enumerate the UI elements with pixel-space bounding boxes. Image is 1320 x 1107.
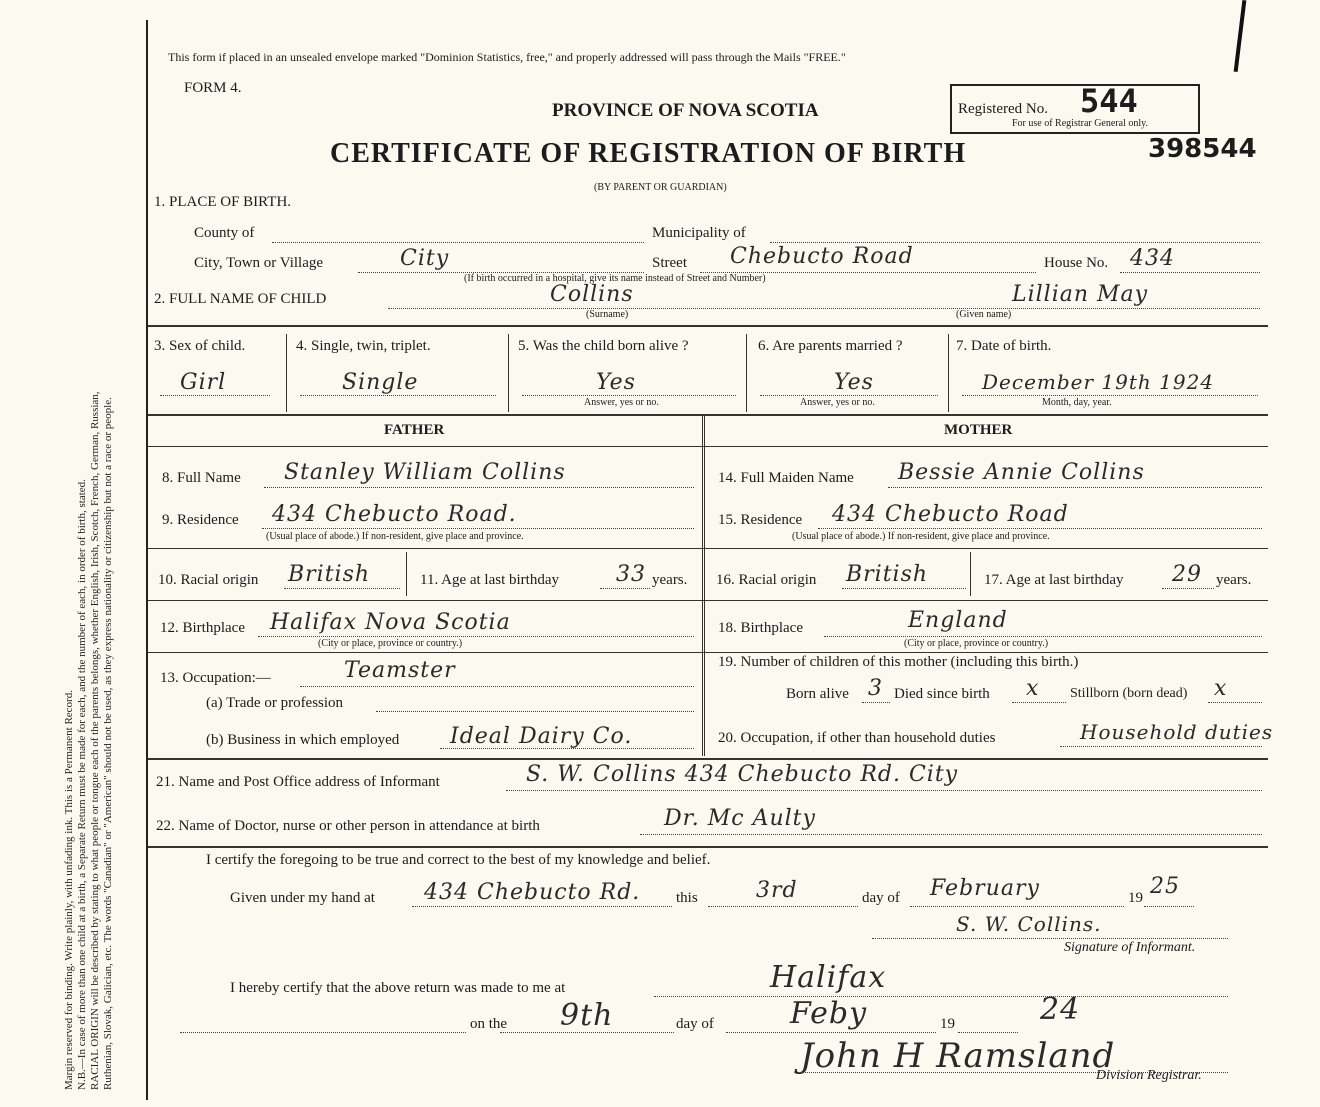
mother-racial-line: [842, 588, 966, 589]
rule-row-3: [148, 325, 1268, 327]
born-alive-line: [862, 702, 890, 703]
sex-line: [160, 395, 270, 396]
form-number: FORM 4.: [184, 80, 242, 96]
mother-occupation-line: [1060, 746, 1262, 747]
sidebar-line-1: Margin reserved for binding. Write plainly, with unfading ink. This is a Permanent Record.: [63, 690, 75, 1090]
alive-note: Answer, yes or no.: [584, 397, 659, 408]
mother-birthplace-label: 18. Birthplace: [718, 620, 803, 636]
rule-row-21: [148, 758, 1268, 760]
father-occupation-label: 13. Occupation:—: [160, 670, 271, 686]
registrar-month-line: [726, 1032, 936, 1033]
registered-label: Registered No.: [958, 101, 1048, 117]
mother-residence-label: 15. Residence: [718, 512, 803, 528]
parents-divider: [702, 416, 705, 756]
on-the-label: on the: [470, 1016, 508, 1032]
given-name-value: Lillian May: [1012, 282, 1149, 307]
mother-abode-note: (Usual place of abode.) If non-resident, give place and province.: [792, 531, 1050, 542]
father-age-value: 33: [616, 562, 646, 587]
registrar-day-value: 9th: [560, 998, 614, 1033]
father-name-line: [264, 487, 694, 488]
child-name-line: [388, 308, 1260, 309]
certificate-subtitle: (BY PARENT OR GUARDIAN): [594, 182, 727, 193]
doctor-value: Dr. Mc Aulty: [664, 806, 816, 831]
registrar-label: Division Registrar.: [1096, 1068, 1202, 1083]
divider-4-5: [508, 334, 509, 412]
sex-label: 3. Sex of child.: [154, 338, 246, 354]
informant-label: 21. Name and Post Office address of Informant: [156, 774, 440, 790]
died-line: [1012, 702, 1066, 703]
child-name-label: 2. FULL NAME OF CHILD: [154, 291, 327, 307]
registrar-year-value: 24: [1040, 992, 1081, 1027]
father-name-value: Stanley William Collins: [284, 460, 566, 485]
stamp-number: 398544: [1148, 134, 1257, 164]
ink-mark: [1234, 0, 1247, 72]
doctor-label: 22. Name of Doctor, nurse or other person in attendance at birth: [156, 818, 540, 834]
married-value: Yes: [834, 370, 874, 395]
rule-row-10: [148, 548, 1268, 549]
died-label: Died since birth: [894, 686, 990, 702]
dob-value: December 19th 1924: [982, 370, 1215, 394]
father-residence-label: 9. Residence: [162, 512, 239, 528]
surname-note: (Surname): [586, 309, 629, 320]
hospital-note: (If birth occurred in a hospital, give its name instead of Street and Number): [464, 273, 766, 284]
given-under-label: Given under my hand at: [230, 890, 375, 906]
street-label: Street: [652, 255, 687, 271]
divider-5-6: [746, 334, 747, 412]
alive-label: 5. Was the child born alive ?: [518, 338, 689, 354]
dob-line: [962, 395, 1258, 396]
father-birthplace-value: Halifax Nova Scotia: [270, 610, 511, 635]
given-place-line: [412, 906, 672, 907]
given-day-line: [708, 906, 858, 907]
father-birthplace-line: [258, 636, 694, 637]
dob-note: Month, day, year.: [1042, 397, 1112, 408]
died-value: x: [1026, 676, 1040, 701]
sidebar-line-4: Ruthenian, Slovak, Galician, etc. The words "Canadian" or "American" should not be used, as they express nationality or citizenship but not a race or people.: [102, 397, 114, 1090]
divider-3-4: [286, 334, 287, 412]
stillborn-label: Stillborn (born dead): [1070, 686, 1188, 701]
married-note: Answer, yes or no.: [800, 397, 875, 408]
divider-6-7: [948, 334, 949, 412]
sidebar-line-2: N.B.—In case of more than one child at a birth, a Separate Return must be made for each, and the number of each, in order of birth, stated.: [76, 479, 88, 1090]
stillborn-value: x: [1214, 676, 1228, 701]
given-name-note: (Given name): [956, 309, 1012, 320]
given-day-value: 3rd: [756, 878, 798, 903]
children-label: 19. Number of children of this mother (including this birth.): [718, 654, 1079, 670]
born-alive-label: Born alive: [786, 686, 849, 702]
rule-certify: [148, 846, 1268, 848]
father-residence-value: 434 Chebucto Road.: [272, 502, 517, 527]
place-of-birth-heading: 1. PLACE OF BIRTH.: [154, 194, 292, 210]
mother-racial-value: British: [846, 562, 929, 587]
rule-heads: [148, 446, 1268, 447]
mother-birthplace-line: [824, 636, 1262, 637]
day-of-label: day of: [862, 890, 900, 906]
registrar-place-line: [654, 996, 1228, 997]
mother-age-label: 17. Age at last birthday: [984, 572, 1124, 588]
mother-age-line: [1162, 588, 1214, 589]
registrar-place-value: Halifax: [770, 960, 887, 995]
county-line: [272, 242, 644, 243]
given-month-line: [910, 906, 1124, 907]
married-line: [760, 395, 938, 396]
rule-row-12: [148, 600, 1268, 601]
registrar-year-prefix: 19: [940, 1016, 955, 1032]
street-value: Chebucto Road: [730, 244, 914, 269]
doctor-line: [640, 834, 1262, 835]
city-value: City: [400, 246, 450, 271]
father-occupation-line: [300, 686, 694, 687]
dob-label: 7. Date of birth.: [956, 338, 1052, 354]
mother-racial-label: 16. Racial origin: [716, 572, 817, 588]
plurality-line: [300, 395, 496, 396]
municipality-label: Municipality of: [652, 225, 746, 241]
mother-name-label: 14. Full Maiden Name: [718, 470, 854, 486]
registrar-signature: John H Ramsland: [800, 1036, 1116, 1076]
house-value: 434: [1130, 246, 1175, 271]
registrar-statement: I hereby certify that the above return was made to me at: [230, 980, 566, 996]
sex-value: Girl: [180, 370, 227, 395]
city-label: City, Town or Village: [194, 255, 324, 271]
house-label: House No.: [1044, 255, 1109, 271]
father-years-label: years.: [652, 572, 688, 588]
mother-heading: MOTHER: [944, 422, 1013, 438]
father-racial-line: [284, 588, 400, 589]
alive-line: [522, 395, 736, 396]
informant-signature: S. W. Collins.: [956, 912, 1102, 936]
married-label: 6. Are parents married ?: [758, 338, 903, 354]
mother-racial-divider: [970, 552, 971, 596]
mother-name-value: Bessie Annie Collins: [898, 460, 1145, 485]
mother-residence-value: 434 Chebucto Road: [832, 502, 1069, 527]
informant-line: [506, 790, 1262, 791]
father-racial-label: 10. Racial origin: [158, 572, 259, 588]
county-label: County of: [194, 225, 255, 241]
business-value: Ideal Dairy Co.: [450, 724, 633, 749]
signature-line: [872, 938, 1228, 939]
trade-label: (a) Trade or profession: [206, 695, 344, 711]
stillborn-line: [1208, 702, 1262, 703]
mother-name-line: [888, 487, 1262, 488]
father-racial-divider: [406, 552, 407, 596]
given-year-line: [1144, 906, 1194, 907]
binding-margin-line: [146, 20, 148, 1100]
business-label: (b) Business in which employed: [206, 732, 400, 748]
alive-value: Yes: [596, 370, 636, 395]
mother-age-value: 29: [1172, 562, 1202, 587]
father-age-label: 11. Age at last birthday: [420, 572, 559, 588]
father-name-label: 8. Full Name: [162, 470, 241, 486]
father-residence-line: [262, 528, 694, 529]
house-line: [1120, 272, 1260, 273]
registered-number: 544: [1080, 82, 1138, 120]
province-heading: PROVINCE OF NOVA SCOTIA: [552, 100, 819, 121]
mother-residence-line: [818, 528, 1262, 529]
binding-margin-notes: [62, 391, 114, 1090]
mother-birthplace-note: (City or place, province or country.): [904, 638, 1049, 649]
this-label: this: [676, 890, 698, 906]
given-year-value: 25: [1150, 874, 1180, 899]
father-abode-note: (Usual place of abode.) If non-resident, give place and province.: [266, 531, 524, 542]
mother-birthplace-value: England: [908, 608, 1008, 633]
signature-label: Signature of Informant.: [1064, 940, 1196, 955]
mother-occupation-value: Household duties: [1080, 720, 1274, 744]
informant-value: S. W. Collins 434 Chebucto Rd. City: [526, 762, 959, 787]
father-birthplace-note: (City or place, province or country.): [318, 638, 463, 649]
registrar-year-line: [958, 1032, 1018, 1033]
father-occupation-value: Teamster: [344, 658, 456, 683]
rule-row-13: [148, 652, 1268, 653]
plurality-label: 4. Single, twin, triplet.: [296, 338, 431, 354]
registrar-note: For use of Registrar General only.: [1012, 118, 1148, 129]
mother-occupation-label: 20. Occupation, if other than household duties: [718, 730, 996, 746]
father-birthplace-label: 12. Birthplace: [160, 620, 245, 636]
mother-years-label: years.: [1216, 572, 1252, 588]
certify-statement: I certify the foregoing to be true and correct to the best of my knowledge and belief.: [206, 852, 711, 868]
given-year-prefix: 19: [1128, 890, 1143, 906]
father-racial-value: British: [288, 562, 371, 587]
municipality-line: [770, 242, 1260, 243]
plurality-value: Single: [342, 370, 419, 395]
born-alive-value: 3: [868, 676, 883, 701]
surname-value: Collins: [550, 282, 634, 307]
registrar-month-value: Feby: [790, 996, 868, 1031]
mail-notice: This form if placed in an unsealed envelope marked "Dominion Statistics, free," and properly addressed will pass through the Mails "FREE.": [168, 50, 846, 64]
registrar-day-prefix-line: [180, 1032, 466, 1033]
father-age-line: [600, 588, 650, 589]
certificate-title: CERTIFICATE OF REGISTRATION OF BIRTH: [330, 138, 967, 169]
sidebar-line-3: RACIAL ORIGIN will be described by stating to what people or tongue each of the parents belongs, whether English, Irish, Scotch, French, German, Russian,: [89, 391, 101, 1090]
rule-parents-top: [148, 414, 1268, 416]
given-month-value: February: [930, 876, 1040, 901]
trade-line: [376, 711, 694, 712]
reg-day-of-label: day of: [676, 1016, 714, 1032]
father-heading: FATHER: [384, 422, 445, 438]
given-place-value: 434 Chebucto Rd.: [424, 880, 641, 905]
